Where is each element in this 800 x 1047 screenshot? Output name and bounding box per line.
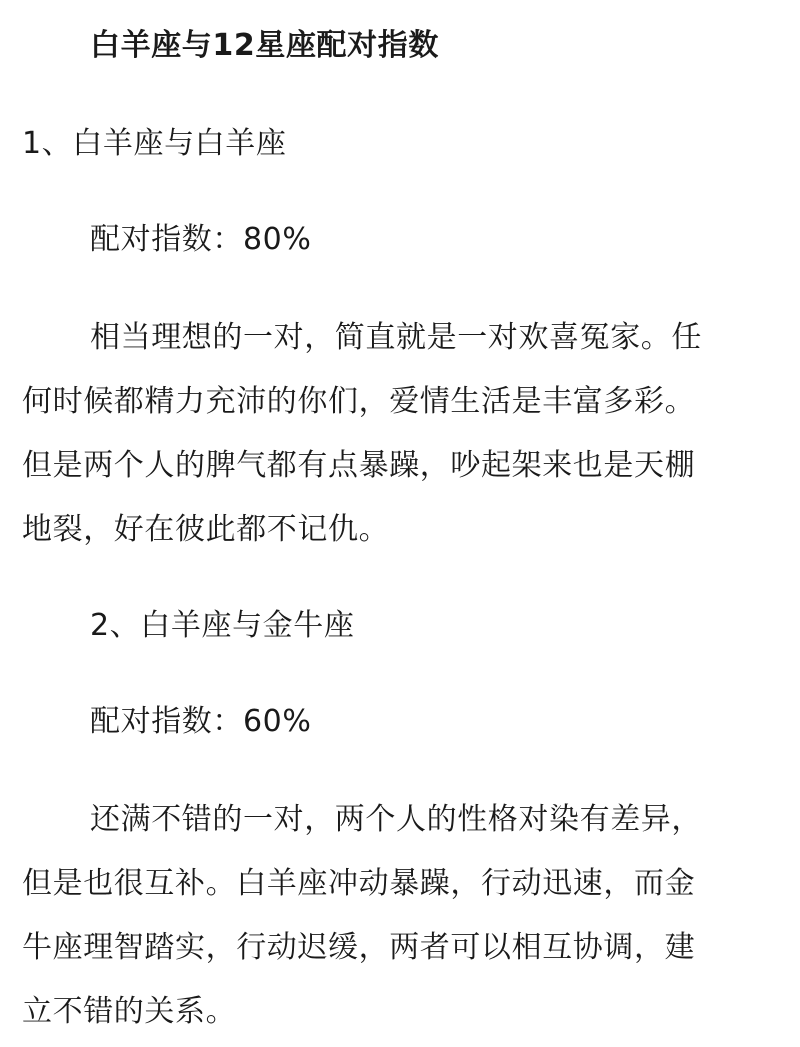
section-1-text-line: 何时候都精力充沛的你们，爱情生活是丰富多彩。 bbox=[22, 384, 696, 419]
section-2-text-line: 立不错的关系。 bbox=[22, 994, 237, 1029]
section-1-score: 配对指数：80% bbox=[90, 222, 312, 257]
section-2-heading: 2、白羊座与金牛座 bbox=[90, 608, 355, 643]
section-2-text-line: 牛座理智踏实，行动迟缓，两者可以相互协调，建 bbox=[22, 930, 696, 965]
section-2-text-line: 还满不错的一对，两个人的性格对染有差异， bbox=[90, 802, 702, 837]
section-1-heading: 1、白羊座与白羊座 bbox=[22, 126, 287, 161]
section-1-text-line: 地裂，好在彼此都不记仇。 bbox=[22, 512, 390, 547]
page-title: 白羊座与12星座配对指数 bbox=[90, 28, 439, 63]
section-2-text-line: 但是也很互补。白羊座冲动暴躁，行动迅速，而金 bbox=[22, 866, 696, 901]
section-1-text-line: 但是两个人的脾气都有点暴躁，吵起架来也是天棚 bbox=[22, 448, 696, 483]
section-2-score: 配对指数：60% bbox=[90, 704, 312, 739]
section-1-text-line: 相当理想的一对，简直就是一对欢喜冤家。任 bbox=[90, 320, 702, 355]
